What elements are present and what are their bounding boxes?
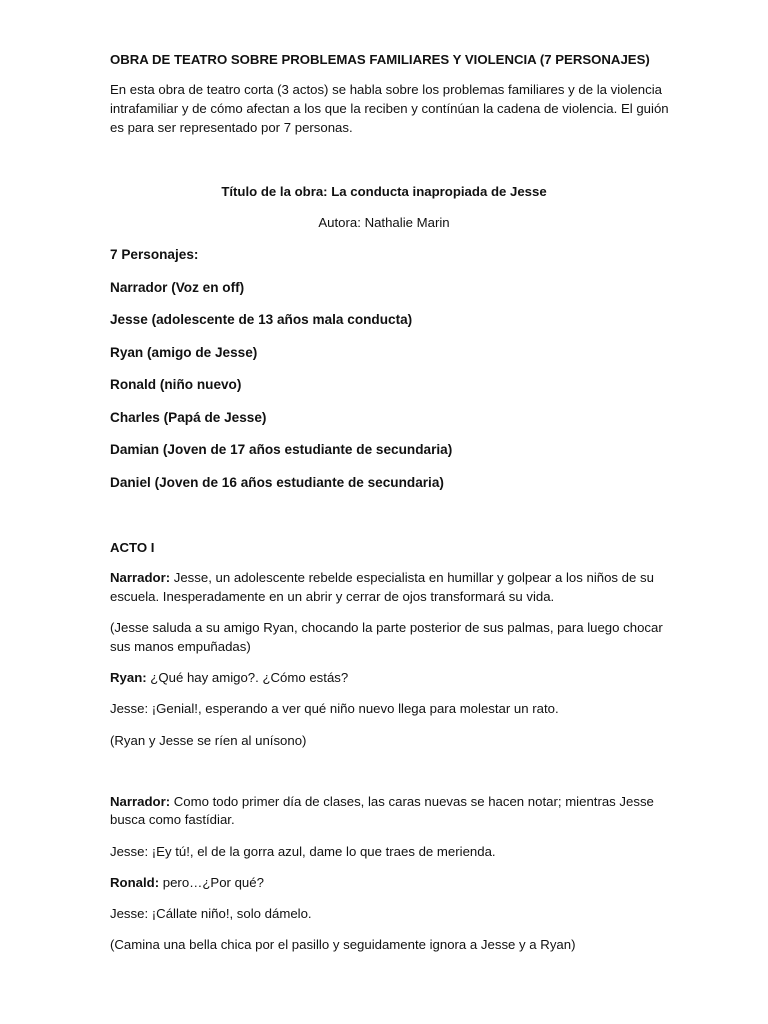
dialogue-text: Como todo primer día de clases, las caras nuevas se hacen notar; mientras Jesse	[170, 794, 654, 809]
character-item: Charles (Papá de Jesse)	[110, 410, 267, 425]
script-line	[110, 793, 670, 812]
intro-line: En esta obra de teatro corta (3 actos) se habla sobre los problemas familiares y de la violencia	[110, 82, 662, 97]
script-line	[110, 669, 670, 688]
stage-direction: sus manos empuñadas)	[110, 639, 251, 654]
script-line: Jesse: ¡Genial!, esperando a ver qué niño nuevo llega para molestar un rato.	[110, 701, 559, 716]
speaker-name: Narrador:	[110, 794, 171, 809]
play-title: Título de la obra: La conducta inapropiada de Jesse	[221, 184, 547, 199]
script-line: escuela. Inesperadamente en un abrir y cerrar de ojos transformará su vida.	[110, 589, 555, 604]
act-heading: ACTO I	[110, 540, 155, 555]
script-line	[110, 874, 670, 893]
script-line: busca como fastídiar.	[110, 812, 235, 827]
speaker-name: Ryan:	[110, 670, 147, 685]
script-line: Jesse: ¡Cállate niño!, solo dámelo.	[110, 906, 312, 921]
stage-direction: (Jesse saluda a su amigo Ryan, chocando la parte posterior de sus palmas, para luego chocar	[110, 620, 663, 635]
character-item: Ryan (amigo de Jesse)	[110, 345, 258, 360]
script-line	[110, 569, 670, 588]
play-author: Autora: Nathalie Marin	[318, 215, 450, 230]
stage-direction: (Camina una bella chica por el pasillo y seguidamente ignora a Jesse y a Ryan)	[110, 937, 576, 952]
dialogue-text: Jesse, un adolescente rebelde especialista en humillar y golpear a los niños de su	[170, 570, 654, 585]
document-heading: OBRA DE TEATRO SOBRE PROBLEMAS FAMILIARES Y VIOLENCIA (7 PERSONAJES)	[110, 52, 650, 67]
character-item: Jesse (adolescente de 13 años mala conducta)	[110, 312, 413, 327]
speaker-name: Ronald:	[110, 875, 160, 890]
script-line: Jesse: ¡Ey tú!, el de la gorra azul, dame lo que traes de merienda.	[110, 844, 496, 859]
stage-direction: (Ryan y Jesse se ríen al unísono)	[110, 733, 307, 748]
character-item: Daniel (Joven de 16 años estudiante de secundaria)	[110, 475, 444, 490]
dialogue-text: ¿Qué hay amigo?. ¿Cómo estás?	[146, 670, 349, 685]
speaker-name: Narrador:	[110, 570, 171, 585]
character-item: Ronald (niño nuevo)	[110, 377, 242, 392]
intro-line: intrafamiliar y de cómo afectan a los que la reciben y contínúan la cadena de violencia. El guión	[110, 101, 669, 116]
dialogue-text: pero…¿Por qué?	[159, 875, 264, 890]
characters-heading: 7 Personajes:	[110, 247, 199, 262]
character-item: Narrador (Voz en off)	[110, 280, 245, 295]
intro-line: es para ser representado por 7 personas.	[110, 120, 353, 135]
character-item: Damian (Joven de 17 años estudiante de secundaria)	[110, 442, 453, 457]
